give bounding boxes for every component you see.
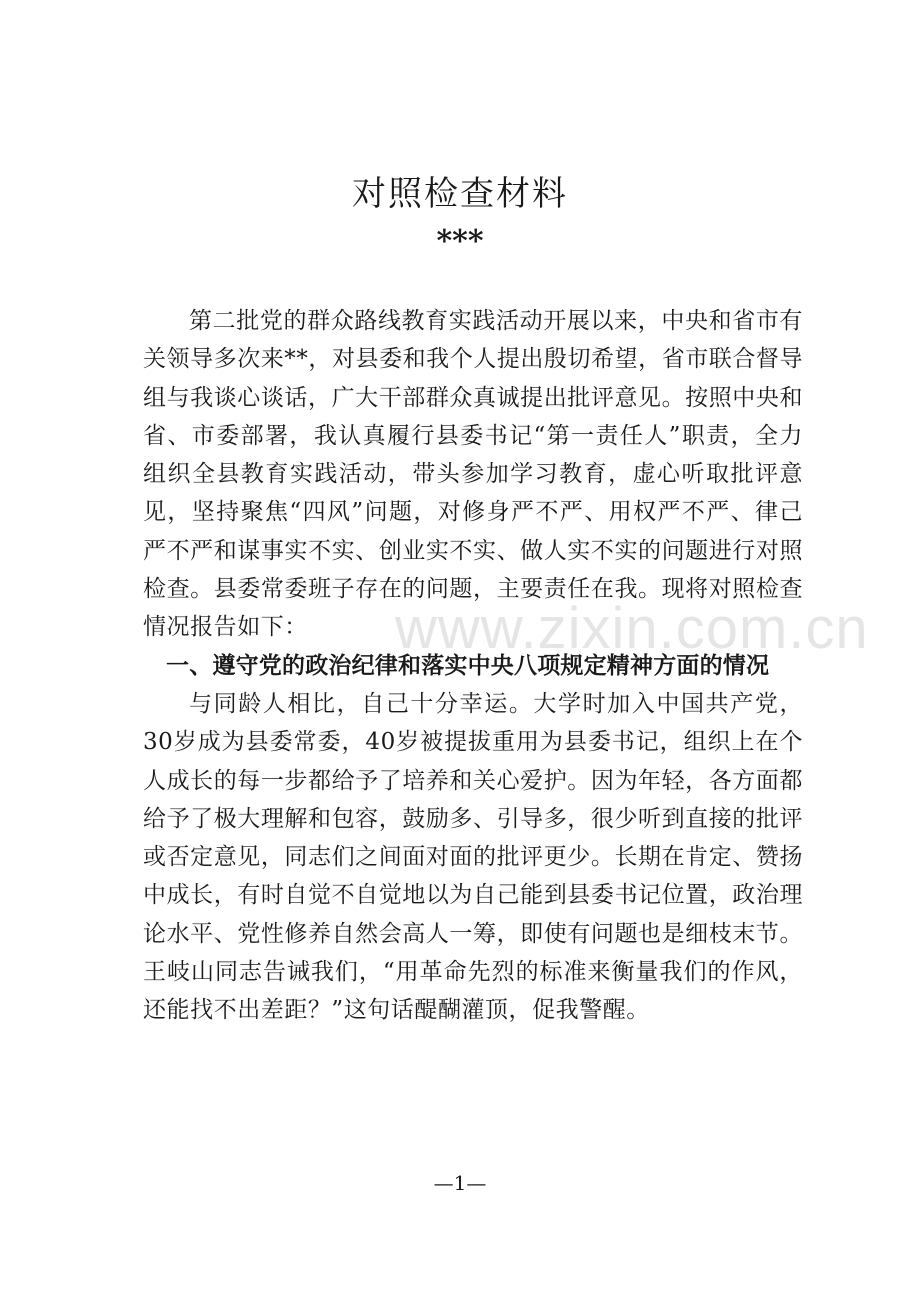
document-title: 对照检查材料 [352, 174, 568, 214]
watermark: www.zixin.com.cn [395, 596, 869, 661]
document-author: *** [436, 224, 484, 259]
section-heading: 一、遵守党的政治纪律和落实中央八项规定精神方面的情况 [166, 652, 770, 679]
document-body [143, 302, 803, 1030]
intro-paragraph: 第二批党的群众路线教育实践活动开展以来，中央和省市有关领导多次来**，对县委和我个人提出殷切希望，省市联合督导组与我谈心谈话，广大干部群众真诚提出批评意见。按照中央和省、市委部署，我认真履行县委书记“第一责任人”职责，全力组织全县教育实践活动，带头参加学习教育，虚心听取批评意见，坚持聚焦“四风”问题，对修身严不严、用权严不严、律己严不严和谋事实不实、创业实不实、做人实不实的问题进行对照检查。县委常委班子存在的问题，主要责任在我。现将对照检查情况报告如下： [143, 308, 803, 641]
section-paragraph: 与同龄人相比，自己十分幸运。大学时加入中国共产党，30岁成为县委常委，40岁被提拔重用为县委书记，组织上在个人成长的每一步都给予了培养和关心爱护。因为年轻，各方面都给予了极大理解和包容，鼓励多、引导多，很少听到直接的批评或否定意见，同志们之间面对面的批评更少。长期在肯定、赞扬中成长，有时自觉不自觉地以为自己能到县委书记位置，政治理论水平、党性修养自然会高人一筹，即使有问题也是细枝末节。王岐山同志告诫我们，“用革命先烈的标准来衡量我们的作风，还能找不出差距？”这句话醍醐灌顶，促我警醒。 [143, 690, 803, 1024]
page-number: —1— [433, 1171, 487, 1195]
